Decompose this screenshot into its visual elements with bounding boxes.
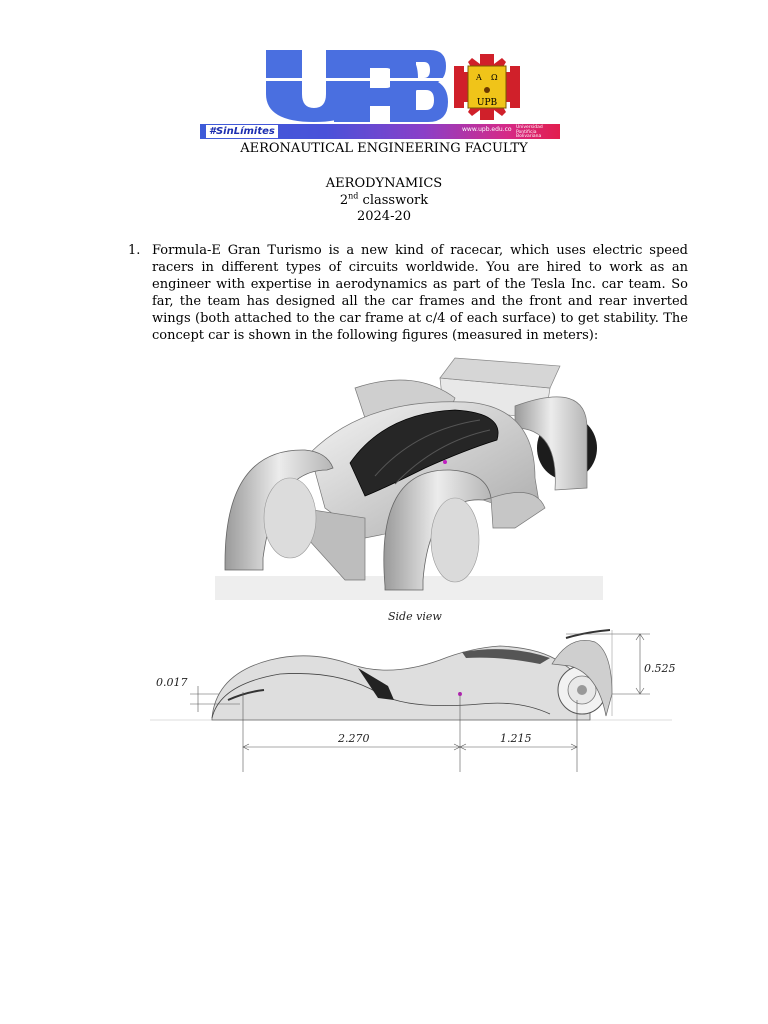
classwork-suffix: nd (348, 191, 359, 201)
dim-rear-wing-height: 0.525 (644, 662, 676, 675)
problem-number: 1. (128, 243, 141, 258)
crest-text: UPB (476, 98, 498, 108)
term-label: 2024-20 (356, 209, 412, 224)
classwork-ordinal: 2 (339, 193, 349, 208)
course-title: AERODYNAMICS (325, 176, 443, 191)
problem-text: Formula-E Gran Turismo is a new kind of racecar, which uses electric speed racers in different types of circuits worldwide. You are hired to work as an engineer with expertise in aerodynamics as part of the Tesla Inc. car team. So far, the team has designed all the car frames and the front and rear inverted wings (both attached to the car frame at c/4 of each surface) to get stability. The concept car is shown in the following figures (measured in meters): (152, 243, 688, 343)
crest-alpha: A (476, 73, 482, 82)
dim-rear-length: 1.215 (500, 732, 532, 745)
cg-marker-icon (443, 460, 447, 464)
dim-front-wing-height: 0.017 (156, 676, 188, 689)
university-crest-icon (454, 54, 520, 120)
crest-omega: Ω (491, 73, 498, 82)
classwork-line (0, 193, 768, 209)
upb-letters-logo (262, 48, 448, 123)
faculty-title: AERONAUTICAL ENGINEERING FACULTY (240, 141, 528, 156)
car-isometric-figure (215, 358, 603, 600)
classwork-label: classwork (358, 193, 429, 208)
hashtag-label: #SinLímites (206, 125, 278, 138)
university-tag: Universidad Pontificia Bolivariana (516, 125, 543, 139)
side-view-title: Side view (388, 610, 442, 623)
website-label: www.upb.edu.co (462, 126, 512, 133)
car-side-view-figure (150, 604, 676, 774)
dim-front-length: 2.270 (338, 732, 370, 745)
upb-logo (200, 48, 560, 140)
